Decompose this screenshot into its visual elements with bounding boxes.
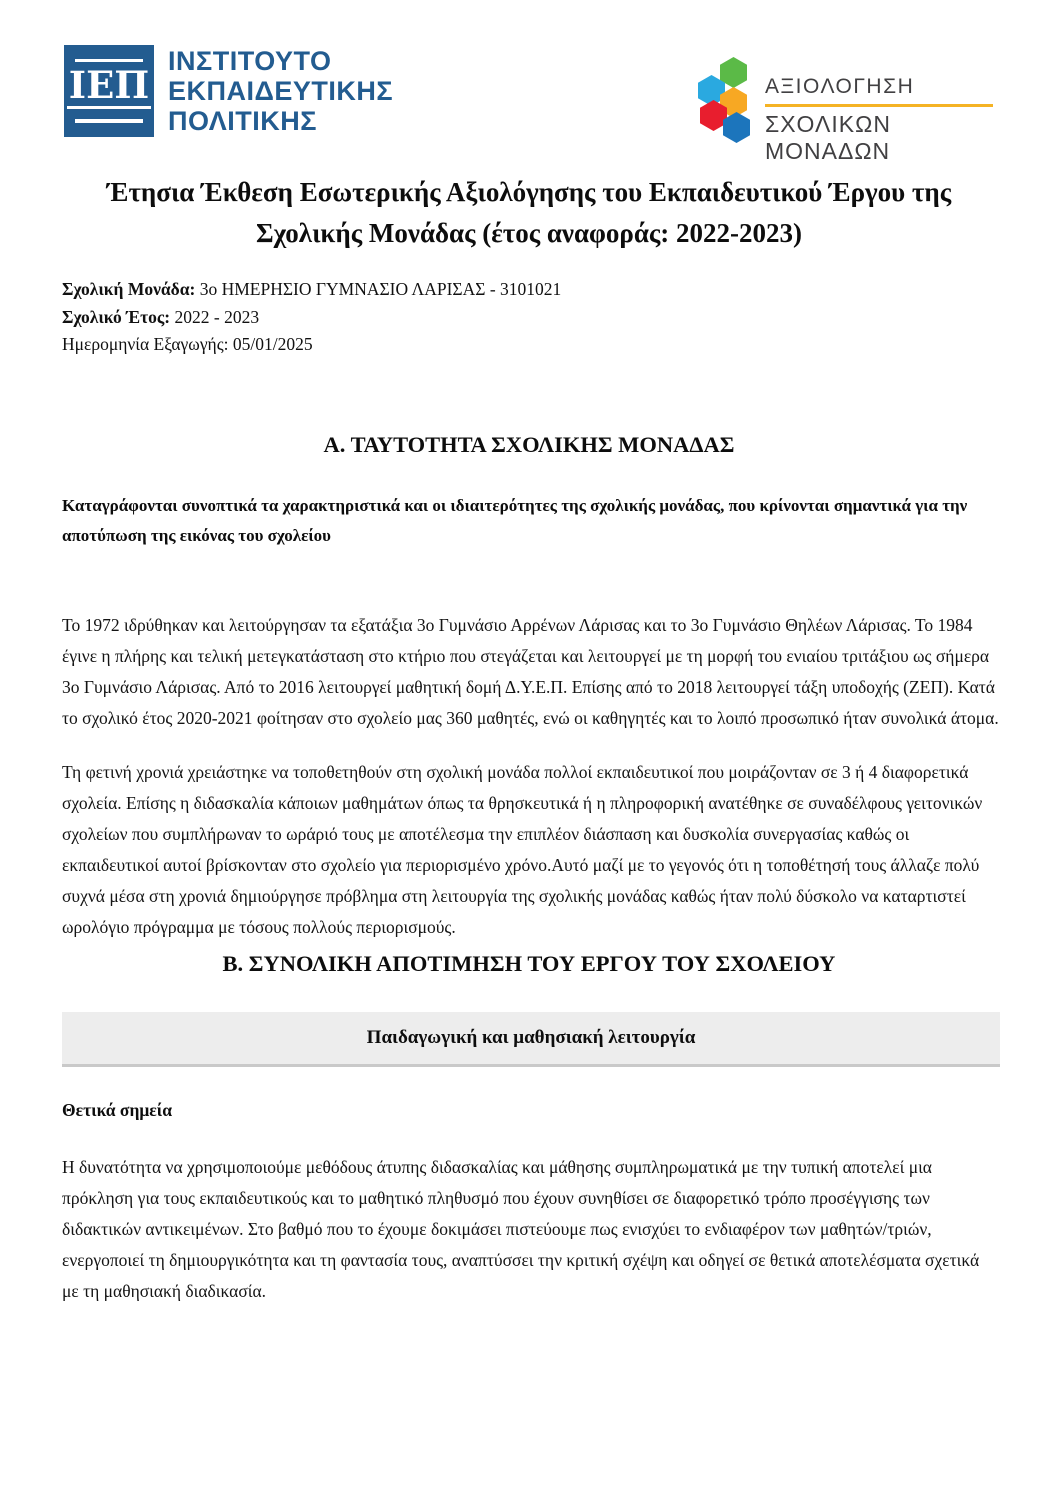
evaluation-logo-underline [765, 104, 993, 107]
section-a-paragraph-2: Τη φετινή χρονιά χρειάστηκε να τοποθετηθούν στη σχολική μονάδα πολλοί εκπαιδευτικοί που μοιράζονταν σε 3 ή 4 διαφορετικά σχολεία. Επίσης η διδασκαλία κάποιων μαθημάτων όπως τα θρησκευτικά ή η πληροφορική ανατέθηκε σε συναδέλφους γειτονικών σχολείων που συμπλήρωναν το ωράριό τους με αποτέλεσμα την επιπλέον διάσπαση και δυσκολία συνεργασίας καθώς οι εκπαιδευτικοί αυτοί βρίσκονταν στο σχολείο για περιορισμένο χρόνο.Αυτό μαζί με το γεγονός ότι η τοποθέτησή τους άλλαζε πολύ συχνά μέσα στη χρονιά δημιούργησε πρόβλημα στη λειτουργία της σχολικής μονάδας καθώς ήταν πολύ δύσκολο να καταρτιστεί ωρολόγιο πρόγραμμα με τόσους πολλούς περιορισμούς. [62, 762, 983, 937]
section-a-intro: Καταγράφονται συνοπτικά τα χαρακτηριστικά και οι ιδιαιτερότητες της σχολικής μονάδας, που κρίνονται σημαντικά για την αποτύπωση της εικόνας του σχολείου [62, 496, 968, 545]
iep-name-line3: ΠΟΛΙΤΙΚΗΣ [168, 106, 317, 136]
school-year-label: Σχολικό Έτος: [62, 307, 171, 327]
section-b-heading: Β. ΣΥΝΟΛΙΚΗ ΑΠΟΤΙΜΗΣΗ ΤΟΥ ΕΡΓΟΥ ΤΟΥ ΣΧΟΛΕΙΟΥ [222, 951, 836, 976]
iep-logo-bottomline [75, 119, 143, 123]
iep-logo-icon [64, 45, 154, 137]
iep-name-line1: ΙΝΣΤΙΤΟΥΤΟ [168, 46, 332, 76]
positives-paragraph: Η δυνατότητα να χρησιμοποιούμε μεθόδους άτυπης διδασκαλίας και μάθησης συμπληρωματικά με την τυπική αποτελεί μια πρόκληση για τους εκπαιδευτικούς και το μαθητικό πληθυσμό που έχουν συνηθίσει σε διαφορετικό τρόπο προσέγγισης των διδακτικών αντικειμένων. Στο βαθμό που το έχουμε δοκιμάσει πιστεύουμε πως ενισχύει το ενδιαφέρον των μαθητών/τριών, ενεργοποιεί τη δημιουργικότητα και τη φαντασία τους, αναπτύσσει την κριτική σχέψη και οδηγεί σε θετικά αποτελέσματα σχετικά με τη μαθησιακή διαδικασία. [62, 1157, 980, 1301]
iep-institute-name [168, 45, 393, 137]
iep-logo [64, 45, 393, 137]
school-year-value: 2022 - 2023 [170, 307, 260, 327]
school-info-block [62, 275, 998, 331]
evaluation-logo [697, 57, 997, 164]
school-unit-value: 3ο ΗΜΕΡΗΣΙΟ ΓΥΜΝΑΣΙΟ ΛΑΡΙΣΑΣ - 3101021 [195, 279, 562, 299]
axis-banner: Παιδαγωγική και μαθησιακή λειτουργία [62, 1012, 1000, 1067]
school-unit-label: Σχολική Μονάδα: [62, 279, 196, 299]
iep-name-line2: ΕΚΠΑΙΔΕΥΤΙΚΗΣ [168, 76, 394, 106]
hexagon-darkblue-icon [723, 112, 750, 143]
evaluation-logo-line2: ΣΧΟΛΙΚΩΝ ΜΟΝΑΔΩΝ [765, 111, 891, 164]
positives-label: Θετικά σημεία [62, 1100, 172, 1120]
iep-acronym: ΙΕΠ [68, 63, 150, 108]
section-a-paragraph-1: Το 1972 ιδρύθηκαν και λειτούργησαν τα εξατάξια 3ο Γυμνάσιο Αρρένων Λάρισας και το 3ο Γυμνάσιο Θηλέων Λάρισας. Το 1984 έγινε η πλήρης και τελική μετεγκατάσταση στο κτήριο που στεγάζεται και λειτουργεί με τη μορφή του ενιαίου τριτάξιου ως σήμερα 3ο Γυμνάσιο Λάρισας. Από το 2016 λειτουργεί μαθητική δομή Δ.Υ.Ε.Π. Επίσης από το 2018 λειτουργεί τάξη υποδοχής (ΖΕΠ). Κατά το σχολικό έτος 2020-2021 φοίτησαν στο σχολείο μας 360 μαθητές, ενώ οι καθηγητές και το λοιπό προσωπικό ήταν συνολικά άτομα. [62, 615, 999, 728]
school-year-line [62, 303, 998, 331]
evaluation-logo-text [765, 75, 997, 165]
section-a-heading: Α. ΤΑΥΤΟΤΗΤΑ ΣΧΟΛΙΚΗΣ ΜΟΝΑΔΑΣ [323, 432, 735, 457]
evaluation-logo-line1: ΑΞΙΟΛΟΓΗΣΗ [765, 75, 915, 98]
document-title: Έτησια Έκθεση Εσωτερικής Αξιολόγησης του Εκπαιδευτικού Έργου της Σχολικής Μονάδας (έτος αναφοράς: 2022-2023) [106, 177, 952, 248]
iep-logo-topline [75, 59, 143, 62]
export-date: Ημερομηνία Εξαγωγής: 05/01/2025 [62, 334, 313, 354]
school-unit-line [62, 275, 998, 303]
